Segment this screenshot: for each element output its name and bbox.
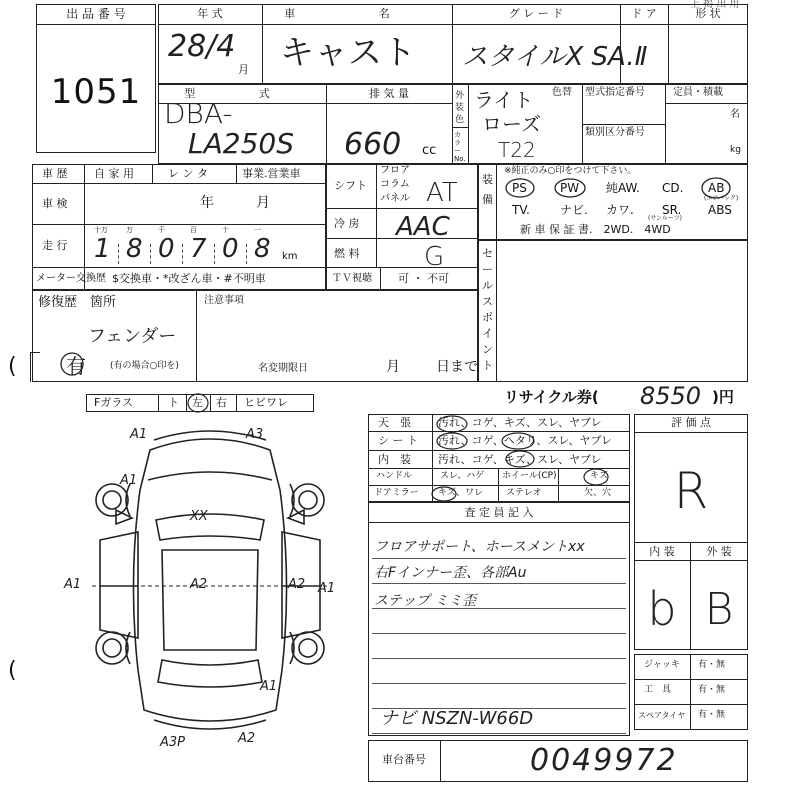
- car-name-label: 車 名: [284, 7, 430, 20]
- interior-mirror-label: ドアミラー: [374, 488, 419, 498]
- interior-seat-label: シ ー ト: [378, 434, 418, 447]
- mileage-digit: 8: [126, 234, 143, 264]
- interior-wheel-opts: キズ: [590, 471, 608, 481]
- tool-tools-label: 工 具: [644, 685, 672, 695]
- digit-separator: [246, 244, 247, 264]
- inspector-navi: ナビ NSZN-W66D: [380, 708, 534, 729]
- repair-circle-mark: [58, 350, 88, 378]
- shift-floor: フロア: [380, 165, 410, 176]
- ruled-line: [372, 733, 626, 734]
- inspector-line-1: フロアサポート、ホースメントxx: [374, 539, 585, 555]
- car-damage-diagram: [64, 420, 350, 750]
- interior-ceiling-opts: 汚れ、コゲ、キズ、スレ、ヤブレ: [438, 416, 602, 429]
- ruled-line: [372, 558, 626, 559]
- equip-ps: PS: [512, 181, 527, 195]
- exterior-color-label: 外装色: [455, 91, 465, 125]
- meter-exchange-options: $交換車・*改ざん車・#不明車: [112, 272, 266, 285]
- meter-exchange-label: メーター交換歴: [36, 273, 106, 284]
- interior-seat-opts: 汚れ、コゲ、ヘタリ、スレ、ヤブレ: [438, 434, 613, 447]
- equip-sr: SR.: [662, 203, 682, 217]
- recycle-label: リサイクル券(: [504, 388, 599, 406]
- shift-column: コラム: [380, 179, 410, 190]
- mileage-digit: 0: [222, 234, 239, 264]
- interior-stereo-opts: 欠、穴: [584, 488, 612, 498]
- interior-grade: b: [647, 582, 677, 636]
- interior-ceiling-label: 天 張: [378, 416, 411, 429]
- diagram-mark: A3P: [160, 735, 186, 750]
- model-prefix: DBA-: [164, 97, 233, 130]
- equip-ab: AB: [708, 181, 725, 195]
- capacity-label: 定員・積載: [673, 87, 723, 98]
- interior-grade-label: 内 装: [649, 545, 675, 558]
- repair-label: 修復歴 箇所: [38, 295, 117, 310]
- doors-label: ド ア: [631, 7, 657, 20]
- equip-cd: CD.: [662, 181, 684, 195]
- equip-warranty-row: 新 車 保 証 書. 2WD. 4WD: [520, 223, 671, 236]
- digit-separator: [182, 244, 183, 264]
- tool-tools-value: 有・無: [698, 685, 726, 695]
- inspection-year: 年: [200, 195, 214, 211]
- interior-stereo-label: ステレオ: [506, 488, 542, 498]
- punch-hole-mark: (: [8, 658, 17, 683]
- tv-options: 可 ・ 不可: [398, 272, 449, 285]
- glass-crack: ヒビワレ: [244, 396, 288, 409]
- digit-separator: [118, 244, 119, 264]
- interior-circle-marks: [368, 414, 630, 502]
- tool-jack-label: ジャッキ: [644, 660, 680, 670]
- glass-top: ト: [168, 396, 179, 409]
- displacement-unit: cc: [422, 143, 437, 158]
- diagram-mark: A1: [318, 581, 336, 596]
- mileage-digit-label: 万: [126, 226, 133, 234]
- notes-label: 注意事項: [204, 295, 244, 306]
- diagram-mark: XX: [190, 509, 208, 524]
- model-value: LA250S: [188, 127, 294, 160]
- fuel-value: G: [424, 242, 445, 272]
- mileage-digit: 0: [158, 234, 175, 264]
- inspector-line-2: 右Fインナー歪、各部Au: [374, 565, 527, 581]
- capacity-unit-persons: 名: [730, 109, 740, 120]
- inspection-label: 車 検: [42, 197, 68, 210]
- fuel-label: 燃 料: [334, 247, 360, 260]
- digit-separator: [214, 244, 215, 264]
- diagram-mark: A2: [238, 731, 256, 746]
- glass-right: 右: [216, 396, 227, 409]
- repair-has: 有: [66, 354, 86, 378]
- interior-wheel-label: ホイール(CP): [502, 471, 557, 481]
- history-option-private: 自 家 用: [94, 167, 134, 180]
- exterior-grade-label: 外 装: [706, 545, 732, 558]
- ruled-line: [372, 583, 626, 584]
- interior-trim-opts: 汚れ、コゲ、キズ、スレ、ヤブレ: [438, 453, 602, 466]
- interior-trim-label: 内 装: [378, 453, 411, 466]
- glass-left: 左: [192, 396, 203, 409]
- tool-spare-label: スペアタイヤ: [638, 711, 686, 720]
- mileage-digit-label: 十万: [94, 226, 108, 234]
- history-option-business: 事業.営業車: [242, 167, 301, 180]
- shift-value: AT: [426, 178, 458, 208]
- history-label: 車 歴: [42, 167, 68, 180]
- diagram-mark: A3: [246, 427, 264, 442]
- equipment-circle-marks: [478, 164, 748, 217]
- inspector-label: 査 定 員 記 入: [464, 506, 534, 519]
- shape-label: 形 状: [695, 7, 721, 20]
- diagram-mark: A2: [288, 577, 306, 592]
- color-value-line2: ローズ: [482, 112, 541, 136]
- equip-tv: TV.: [512, 203, 530, 217]
- month-unit: 月: [238, 63, 249, 76]
- mileage-digit-label: 千: [158, 226, 165, 234]
- equip-sr-sub: (サンルーフ): [648, 215, 682, 222]
- mileage-digit-label: 一: [254, 226, 261, 234]
- mileage-digit: 1: [94, 234, 111, 264]
- grade-handwritten: スタイルX SA.Ⅱ: [462, 42, 648, 72]
- diagram-mark: A1: [130, 427, 148, 442]
- recycle-unit: )円: [712, 388, 734, 406]
- type-designation-label: 型式指定番号: [585, 87, 645, 98]
- exterior-grade: B: [704, 584, 734, 635]
- shift-label: シフト: [334, 179, 367, 192]
- lot-label: 出 品 番 号: [66, 7, 126, 21]
- repair-value: フェンダー: [88, 326, 177, 347]
- ruled-line: [372, 683, 626, 684]
- chassis-value: 0049972: [530, 743, 678, 778]
- sales-point-box: [478, 240, 748, 382]
- glass-front: Fガラス: [94, 396, 133, 409]
- equipment-label: 装 備: [482, 173, 493, 206]
- model-label: 型 式: [184, 87, 300, 100]
- top-right-note: 上 掲 出 用: [690, 0, 740, 10]
- equip-abs: ABS: [708, 203, 732, 217]
- diagram-mark: A1: [64, 577, 82, 592]
- mileage-unit: km: [282, 251, 298, 262]
- sales-point-label: セールスポイント: [482, 247, 493, 372]
- car-name-handwritten: キャスト: [280, 33, 416, 73]
- year-handwritten: 28/4: [168, 29, 236, 64]
- tv-label: ＴＶ視聴: [332, 273, 372, 284]
- color-value-line1: ライト: [474, 88, 534, 112]
- mileage-digit-label: 百: [190, 226, 197, 234]
- digit-separator: [150, 244, 151, 264]
- recycle-value: 8550: [640, 382, 702, 410]
- deadline-day: 日まで: [436, 359, 478, 375]
- repair-note: (有の場合○印を): [110, 361, 179, 371]
- year-label: 年 式: [197, 7, 223, 20]
- shift-panel: パネル: [380, 193, 410, 204]
- inspection-month: 月: [256, 195, 270, 211]
- history-option-rental: レ ン タ: [168, 167, 208, 180]
- deadline-month: 月: [386, 359, 400, 375]
- color-change-label: 色替: [552, 87, 572, 98]
- interior-mirror-opts: キズ、ワレ: [438, 488, 484, 498]
- displacement-label: 排 気 量: [369, 87, 409, 100]
- glass-circle-mark: [186, 392, 210, 414]
- equipment-note: ※純正のみ○印をつけて下さい。: [504, 166, 637, 176]
- grade-label: グ レ ー ド: [508, 7, 564, 20]
- ruled-line: [372, 658, 626, 659]
- punch-hole-mark: (: [8, 354, 17, 379]
- ac-label: 冷 房: [334, 217, 360, 230]
- chassis-label: 車台番号: [382, 753, 426, 766]
- diagram-mark: A1: [120, 473, 138, 488]
- left-bracket-line: [30, 352, 40, 382]
- displacement-value: 660: [344, 127, 402, 162]
- capacity-unit-kg: kg: [730, 145, 741, 155]
- grade-label: 評 価 点: [671, 416, 711, 429]
- grade-overall: R: [673, 462, 709, 520]
- interior-handle-label: ハンドル: [376, 471, 413, 481]
- inspector-box: [368, 502, 630, 736]
- mileage-digit-label: 十: [222, 226, 229, 234]
- mileage-label: 走 行: [42, 239, 68, 252]
- equip-ab-sub: (エアバック): [704, 195, 739, 202]
- tool-spare-value: 有・無: [698, 710, 726, 720]
- equip-leather: カワ.: [606, 203, 634, 217]
- ruled-line: [372, 633, 626, 634]
- inspector-line-3: ステップ ミミ歪: [374, 593, 477, 609]
- color-code-label: カラーNo.: [454, 131, 466, 163]
- ac-value: AAC: [396, 212, 450, 242]
- tool-jack-value: 有・無: [698, 660, 726, 670]
- lot-number: 1051: [50, 72, 142, 112]
- mileage-digit: 8: [254, 234, 271, 264]
- interior-handle-opts: スレ、ハゲ: [440, 471, 485, 481]
- class-number-label: 類別区分番号: [585, 127, 645, 138]
- equip-aw: 純AW.: [606, 181, 640, 195]
- deadline-label: 名変期限日: [258, 363, 308, 374]
- equip-navi: ナビ.: [560, 203, 588, 217]
- color-code: T22: [498, 138, 536, 162]
- mileage-digit: 7: [190, 234, 207, 264]
- equip-pw: PW: [560, 181, 580, 195]
- diagram-mark: A1: [260, 679, 278, 694]
- diagram-mark: A2: [190, 577, 208, 592]
